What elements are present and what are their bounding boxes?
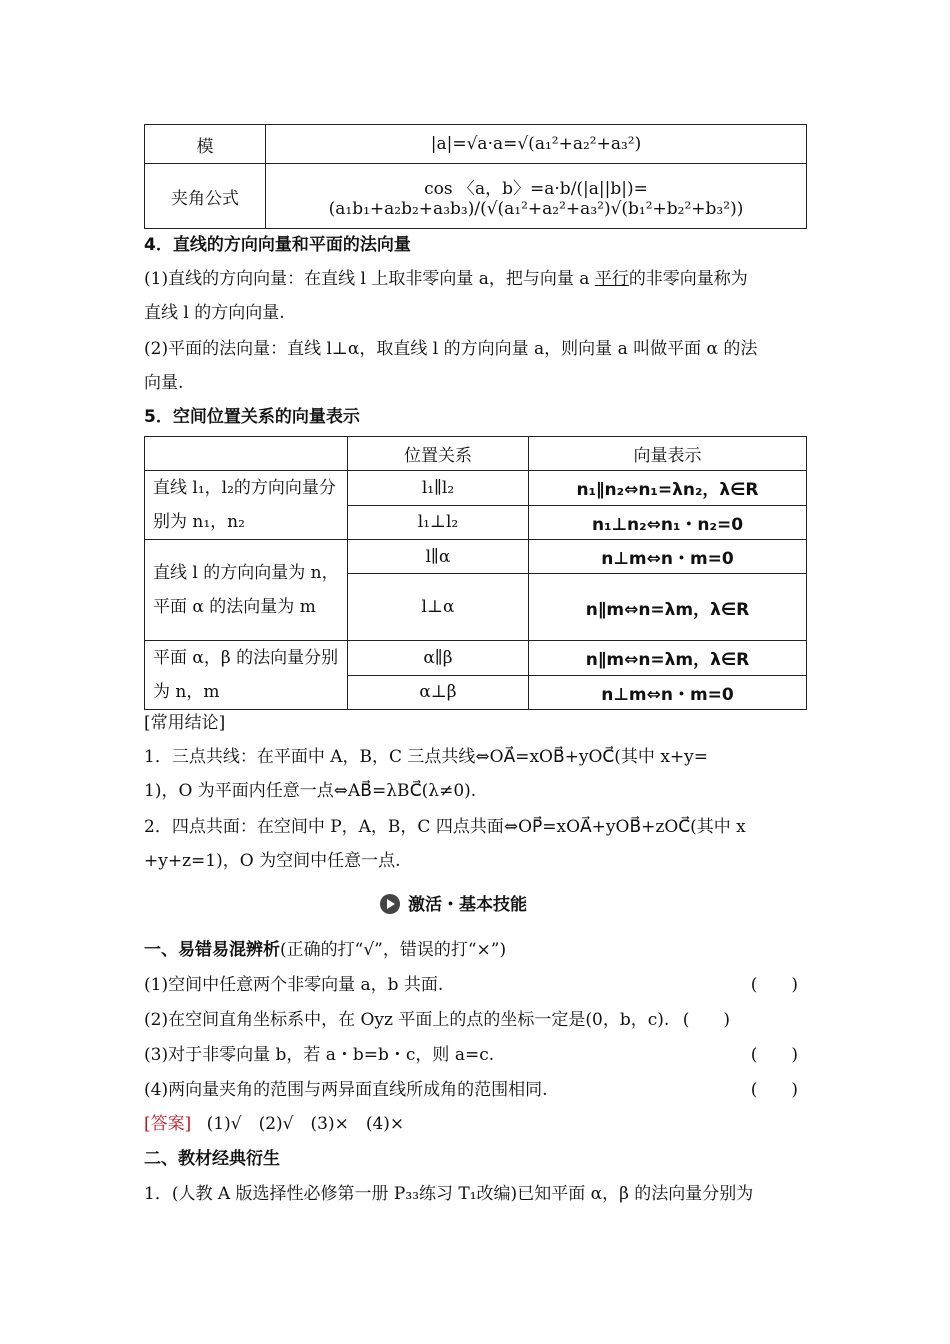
vector-cell: n₁⊥n₂⇔n₁・n₂=0 xyxy=(529,505,807,540)
item-text: (3)对于非零向量 b，若 a・b=b・c，则 a=c. xyxy=(144,1045,495,1065)
answer-paren: ( ) xyxy=(750,1080,798,1100)
question-line: 1．(人教 A 版选择性必修第一册 P₃₃练习 T₁改编)已知平面 α，β 的法向量分别为 xyxy=(144,1184,754,1204)
section-heading: 5．空间位置关系的向量表示 xyxy=(144,407,360,427)
heading-note: (正确的打“√”，错误的打“×”) xyxy=(280,940,507,960)
paragraph: 向量. xyxy=(144,373,184,393)
play-icon xyxy=(380,894,400,914)
item-text: (1)空间中任意两个非零向量 a，b 共面. xyxy=(144,975,444,995)
item-text: (4)两向量夹角的范围与两异面直线所成角的范围相同. xyxy=(144,1080,548,1100)
list-item xyxy=(144,972,798,998)
header-cell: 位置关系 xyxy=(348,437,529,471)
table-row xyxy=(145,540,807,574)
row-label: 夹角公式 xyxy=(145,164,266,229)
vector-cell: n₁∥n₂⇔n₁=λn₂，λ∈R xyxy=(529,471,807,506)
banner-text: 激活・基本技能 xyxy=(408,895,527,915)
formula-table xyxy=(144,124,807,229)
paragraph: 直线 l 的方向向量. xyxy=(144,303,285,323)
relation-cell: α∥β xyxy=(348,641,529,676)
relation-cell: l₁∥l₂ xyxy=(348,471,529,506)
paragraph xyxy=(144,266,748,292)
text: 的非零向量称为 xyxy=(628,269,748,289)
header-cell: 向量表示 xyxy=(529,437,807,471)
desc-cell: 直线 l₁，l₂的方向向量分别为 n₁，n₂ xyxy=(145,471,348,540)
answer-paren: ( ) xyxy=(682,1010,730,1030)
desc-cell: 直线 l 的方向向量为 n，平面 α 的法向量为 m xyxy=(145,540,348,641)
common-heading: [常用结论] xyxy=(144,713,226,733)
answer-line xyxy=(144,1111,404,1137)
conclusion-line: 2．四点共面：在空间中 P，A，B，C 四点共面⇔OP⃗=xOA⃗+yOB⃗+zOC⃗(其中 x xyxy=(144,817,746,837)
table-row xyxy=(145,164,807,229)
answer-paren: ( ) xyxy=(750,1045,798,1065)
answer-text: (1)√ (2)√ (3)× (4)× xyxy=(206,1114,405,1134)
row-label: 模 xyxy=(145,125,266,164)
section-heading: 4．直线的方向向量和平面的法向量 xyxy=(144,235,411,255)
table-row xyxy=(145,641,807,676)
relation-table xyxy=(144,436,807,710)
vector-cell: n∥m⇔n=λm，λ∈R xyxy=(529,641,807,676)
item-text: (2)在空间直角坐标系中，在 Oyz 平面上的点的坐标一定是(0，b，c). xyxy=(144,1010,670,1030)
relation-cell: l∥α xyxy=(348,540,529,574)
section-banner xyxy=(380,890,527,915)
relation-cell: l⊥α xyxy=(348,574,529,641)
vector-cell: n∥m⇔n=λm，λ∈R xyxy=(529,574,807,641)
relation-cell: α⊥β xyxy=(348,675,529,710)
conclusion-line: 1．三点共线：在平面中 A，B，C 三点共线⇔OA⃗=xOB⃗+yOC⃗(其中 x+y= xyxy=(144,747,709,767)
table-header-row xyxy=(145,437,807,471)
part-heading xyxy=(144,937,506,963)
paragraph: (2)平面的法向量：直线 l⊥α，取直线 l 的方向向量 a，则向量 a 叫做平面 α 的法 xyxy=(144,339,758,359)
conclusion-line: 1)，O 为平面内任意一点⇔AB⃗=λBC⃗(λ≠0). xyxy=(144,781,477,801)
angle-formula: cos 〈a，b〉=a·b/(|a||b|)=(a₁b₁+a₂b₂+a₃b₃)/(√(a₁²+a₂²+a₃²)√(b₁²+b₂²+b₃²)) xyxy=(266,164,807,229)
table-row xyxy=(145,471,807,506)
part-heading: 二、教材经典衍生 xyxy=(144,1149,280,1169)
answer-paren: ( ) xyxy=(750,975,798,995)
text: (1)直线的方向向量：在直线 l 上取非零向量 a，把与向量 a xyxy=(144,269,595,289)
header-cell xyxy=(145,437,348,471)
vector-cell: n⊥m⇔n・m=0 xyxy=(529,675,807,710)
list-item xyxy=(144,1042,798,1068)
underlined-term: 平行 xyxy=(594,269,629,289)
answer-label: [答案] xyxy=(144,1114,192,1134)
desc-cell: 平面 α，β 的法向量分别为 n，m xyxy=(145,641,348,710)
vector-cell: n⊥m⇔n・m=0 xyxy=(529,540,807,574)
conclusion-line: +y+z=1)，O 为空间中任意一点. xyxy=(144,851,401,871)
table-row xyxy=(145,125,807,164)
heading-text: 一、易错易混辨析 xyxy=(144,940,280,960)
list-item xyxy=(144,1007,730,1033)
list-item xyxy=(144,1077,798,1103)
norm-formula: |a|=√a·a=√(a₁²+a₂²+a₃²) xyxy=(266,125,807,164)
relation-cell: l₁⊥l₂ xyxy=(348,505,529,540)
